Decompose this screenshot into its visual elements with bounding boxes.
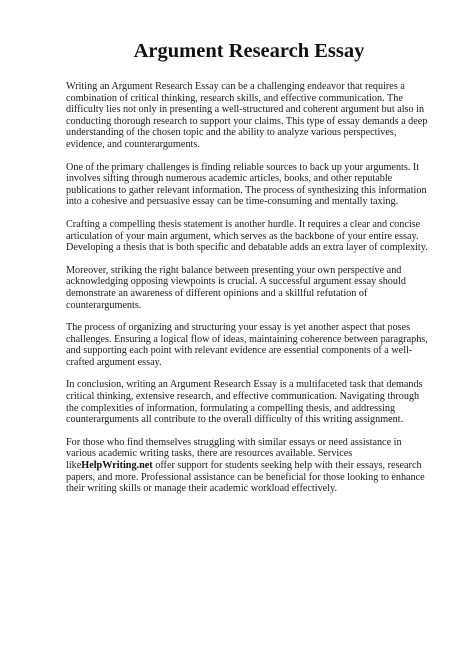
resources-text-before: For those who find themselves struggling with similar essays or need assistance in various academic writing tasks, there are resources available. Services like [66, 436, 402, 472]
paragraph-balance: Moreover, striking the right balance between presenting your own perspective and acknowledging opposing viewpoints is crucial. A successful argument essay should demonstrate an awareness of different opinions and a skillful refutation of counterarguments. [66, 264, 406, 311]
paragraph-thesis: Crafting a compelling thesis statement is another hurdle. It requires a clear and concise articulation of your main argument, which serves as the backbone of your entire essay. Developing a thesis that is both specific and debatable adds an extra layer of complexity. [66, 218, 428, 254]
paragraph-intro: Writing an Argument Research Essay can be a challenging endeavor that requires a combination of critical thinking, research skills, and effective communication. The difficulty lies not only in presenting a well-structured and coherent argument but also in conducting thorough research to support your claims. This type of essay demands a deep understanding of the chosen topic and the ability to analyze various perspectives, evidence, and counterarguments. [66, 81, 428, 150]
paragraph-sources: One of the primary challenges is finding reliable sources to back up your arguments. It involves sifting through numerous academic articles, books, and other reputable publications to gather relevant information. The process of synthesizing this information into a cohesive and persuasive essay can be time-consuming and mentally taxing. [66, 161, 427, 208]
page-title: Argument Research Essay [133, 40, 365, 62]
paragraph-conclusion: In conclusion, writing an Argument Research Essay is a multifaceted task that demands critical thinking, extensive research, and effective communication. Navigating through the complexities of information, formulating a compelling thesis, and addressing counterarguments all contribute to the overall difficulty of this writing assignment. [66, 379, 423, 426]
paragraph-resources [66, 437, 432, 495]
resources-text-after: offer support for students seeking help with their essays, research papers, and more. Professional assistance can be beneficial for those looking to enhance their writing skills or manage their academic workload effectively. [66, 460, 425, 495]
paragraph-structure: The process of organizing and structuring your essay is yet another aspect that poses challenges. Ensuring a logical flow of ideas, maintaining coherence between paragraphs, and supporting each point with relevant evidence are essential components of a well-crafted argument essay. [66, 322, 428, 368]
helpwriting-link[interactable]: HelpWriting.net [81, 460, 153, 472]
